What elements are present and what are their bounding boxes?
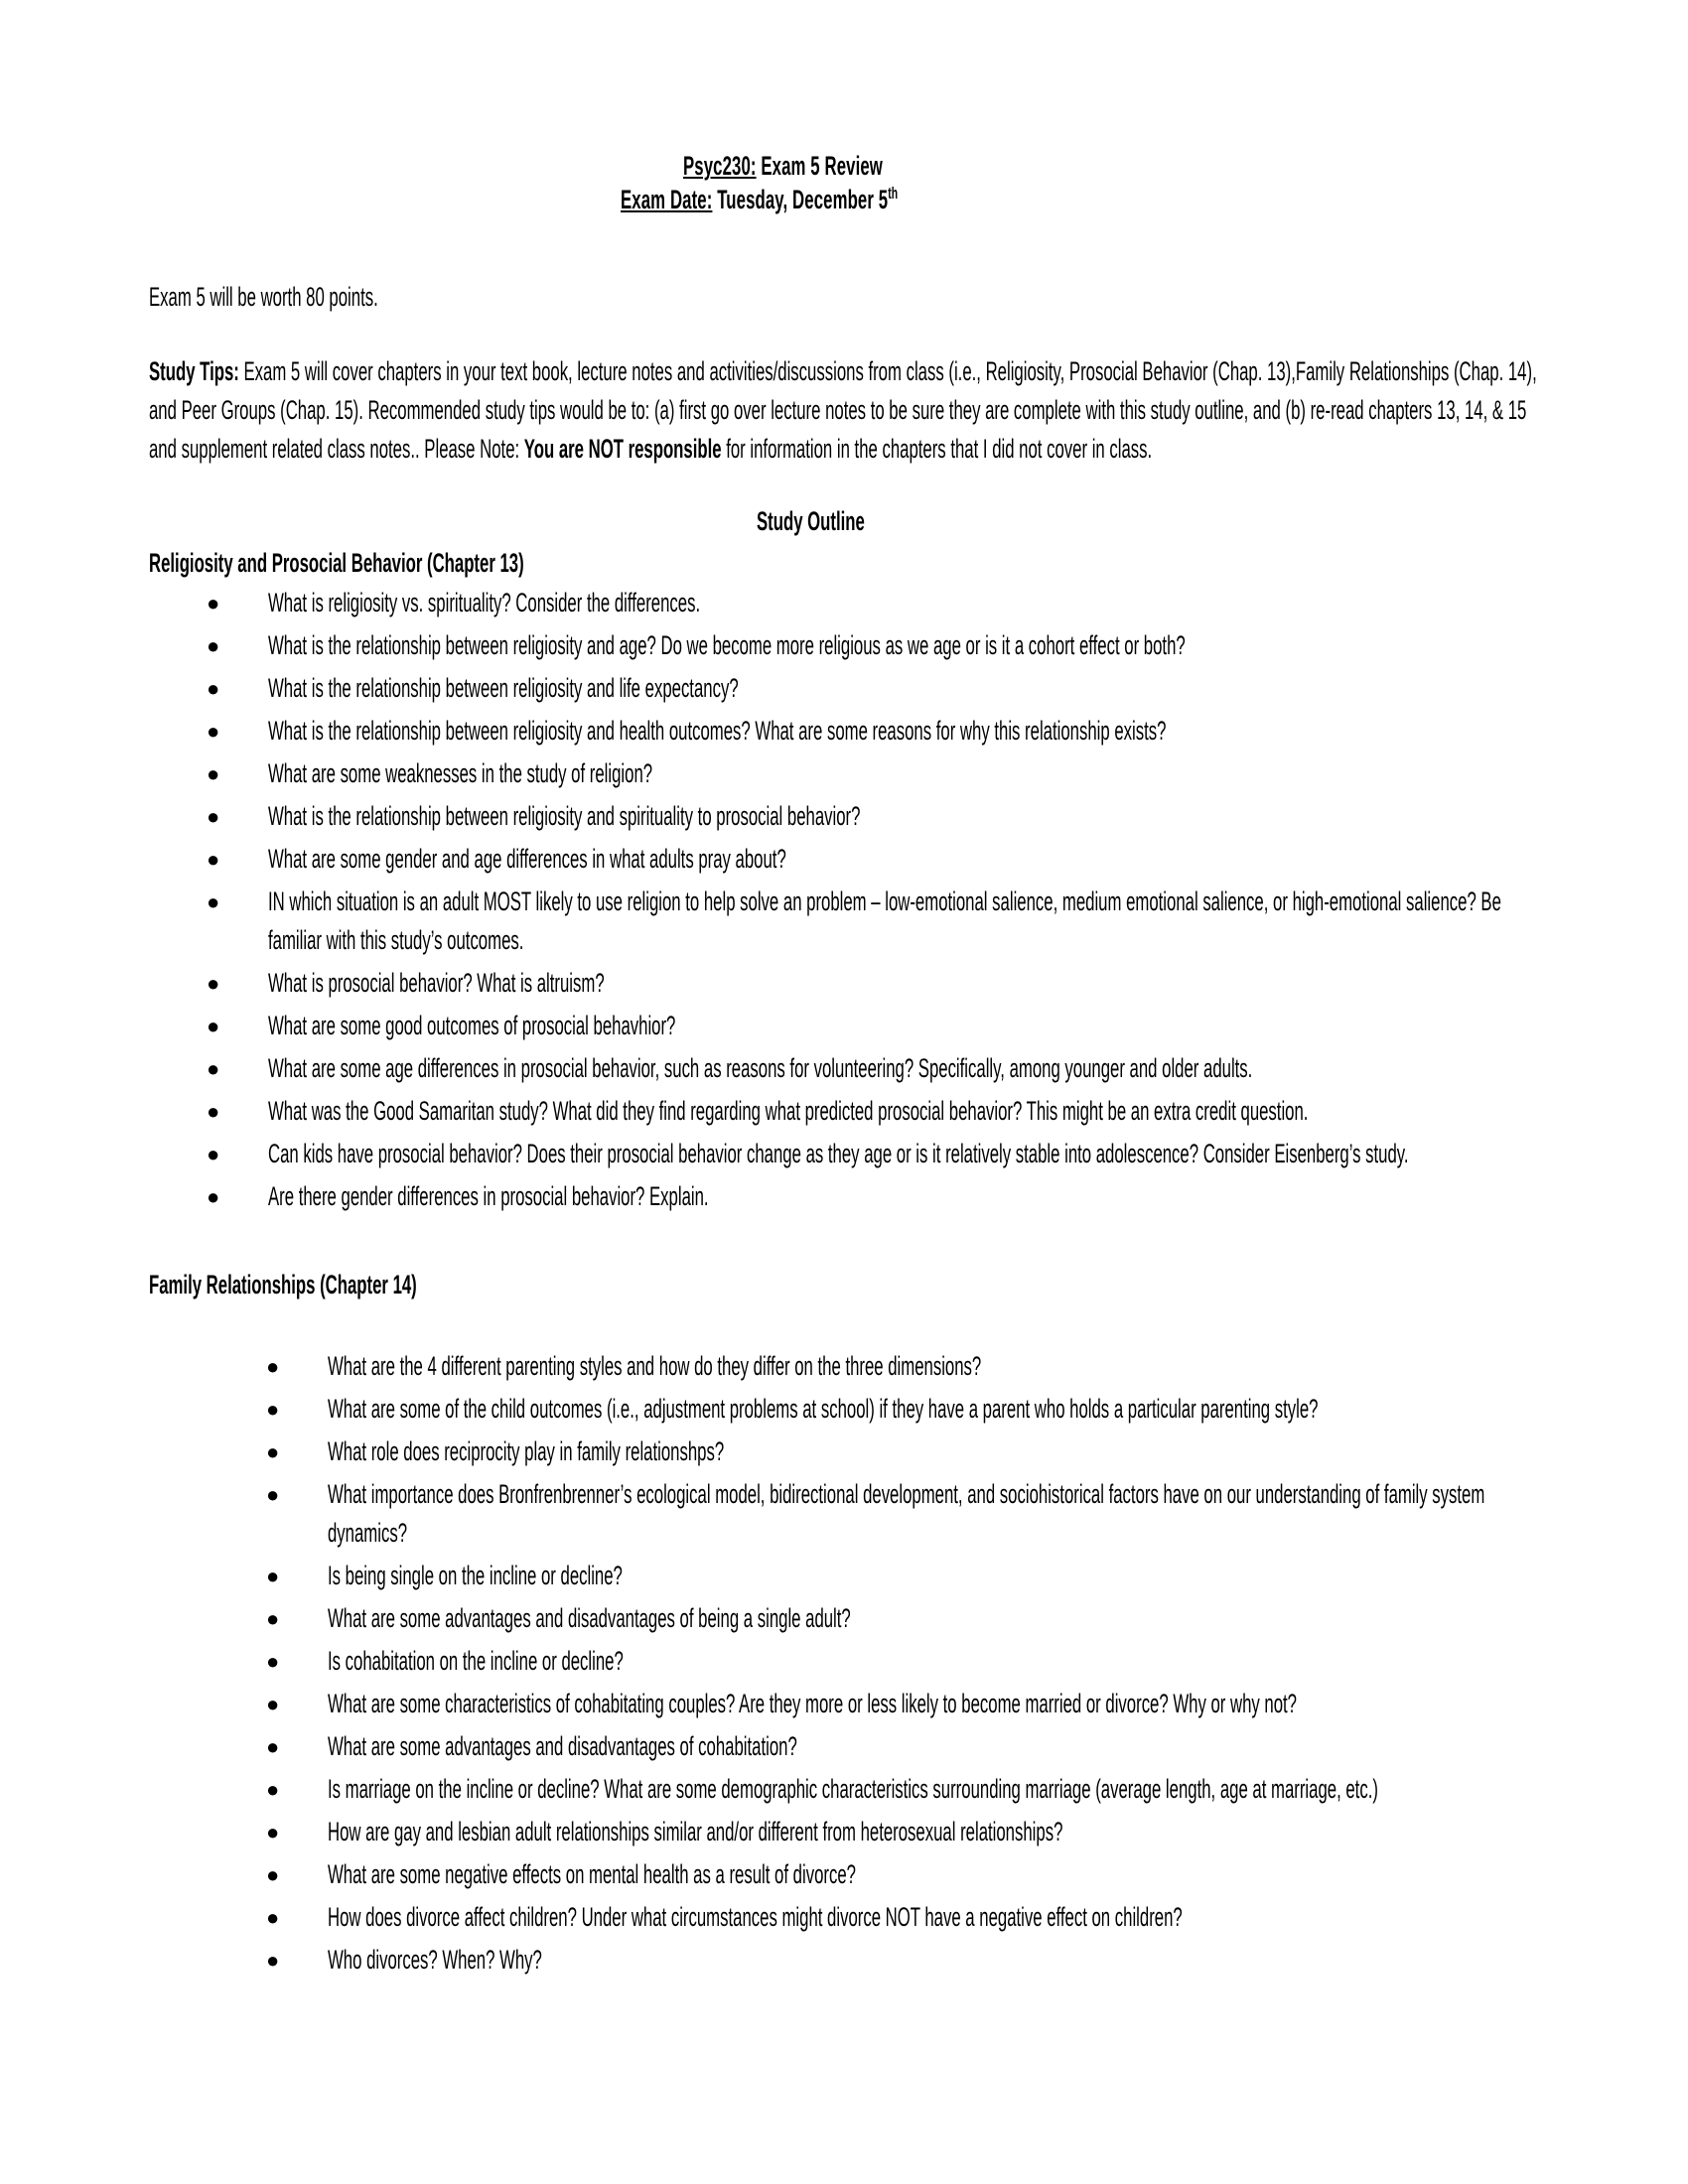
bullet-icon: ● bbox=[207, 719, 220, 744]
list-item bbox=[199, 712, 1539, 751]
study-outline-heading: Study Outline bbox=[757, 506, 866, 536]
bullet-icon: ● bbox=[266, 1948, 280, 1973]
list-item-text: What is prosocial behavior? What is altruism? bbox=[268, 968, 605, 998]
list-item-text: What is the relationship between religiosity and health outcomes? What are some reasons for why this relationship exists? bbox=[268, 716, 1167, 746]
list-item-text: How are gay and lesbian adult relationships similar and/or different from heterosexual relationships? bbox=[328, 1817, 1063, 1846]
list-item bbox=[199, 1177, 1539, 1216]
list-item-text: Who divorces? When? Why? bbox=[328, 1945, 542, 1975]
bullet-icon: ● bbox=[266, 1777, 280, 1802]
bullet-icon: ● bbox=[207, 1099, 220, 1124]
title-exam-date-rest: Tuesday, December 5 bbox=[712, 185, 888, 214]
title-exam-date-label: Exam Date: bbox=[620, 185, 713, 214]
list-item-text: How does divorce affect children? Under what circumstances might divorce NOT have a negative effect on children? bbox=[328, 1902, 1183, 1932]
bullet-icon: ● bbox=[207, 804, 220, 829]
bullet-icon: ● bbox=[207, 847, 220, 872]
list-item-text: What is the relationship between religiosity and life expectancy? bbox=[268, 673, 739, 703]
list-item-text: Are there gender differences in prosocial behavior? Explain. bbox=[268, 1181, 709, 1211]
list-item bbox=[258, 1347, 1539, 1386]
list-item-text: Is cohabitation on the incline or decline? bbox=[328, 1646, 624, 1676]
list-item bbox=[258, 1390, 1539, 1429]
list-item-text: What are some advantages and disadvantages of cohabitation? bbox=[328, 1731, 797, 1761]
bullet-icon: ● bbox=[207, 633, 220, 658]
bullet-icon: ● bbox=[266, 1734, 280, 1759]
bullet-icon: ● bbox=[266, 1482, 280, 1507]
list-item-text: What was the Good Samaritan study? What did they find regarding what predicted prosocial behavior? This might be an extra credit question. bbox=[268, 1096, 1309, 1126]
bullet-icon: ● bbox=[266, 1354, 280, 1379]
list-item bbox=[199, 1007, 1539, 1045]
bullet-icon: ● bbox=[207, 889, 220, 914]
title-line-course bbox=[149, 149, 1539, 183]
document-title-block bbox=[149, 149, 1539, 216]
title-course-rest: Exam 5 Review bbox=[756, 151, 883, 181]
bullet-icon: ● bbox=[266, 1862, 280, 1887]
list-item bbox=[258, 1433, 1539, 1471]
list-item-text: What importance does Bronfrenbrenner’s ecological model, bidirectional development, and sociohistorical factors have on our understanding of family system dynamics? bbox=[328, 1479, 1485, 1548]
list-item bbox=[258, 1813, 1539, 1851]
study-tips-label: Study Tips: bbox=[149, 356, 239, 386]
list-item bbox=[258, 1642, 1539, 1681]
list-item-text: What are some age differences in prosocial behavior, such as reasons for volunteering? Specifically, among younger and older adults. bbox=[268, 1053, 1253, 1083]
list-item bbox=[258, 1557, 1539, 1595]
list-item-text: What are some good outcomes of prosocial behavhior? bbox=[268, 1011, 676, 1040]
list-item-text: What are some weaknesses in the study of religion? bbox=[268, 758, 653, 788]
section-list-family bbox=[149, 1347, 1539, 1979]
bullet-icon: ● bbox=[266, 1397, 280, 1422]
list-item bbox=[258, 1770, 1539, 1809]
title-line-exam-date bbox=[149, 183, 1539, 216]
list-item-text: What is the relationship between religiosity and spirituality to prosocial behavior? bbox=[268, 801, 861, 831]
section-heading-religiosity: Religiosity and Prosocial Behavior (Chapter 13) bbox=[149, 548, 524, 578]
bullet-icon: ● bbox=[207, 761, 220, 786]
list-item bbox=[258, 1941, 1539, 1979]
list-item-text: What are some of the child outcomes (i.e., adjustment problems at school) if they have a parent who holds a particular parenting style? bbox=[328, 1394, 1319, 1424]
list-item-text: What are some negative effects on mental health as a result of divorce? bbox=[328, 1859, 856, 1889]
list-item bbox=[199, 883, 1539, 960]
list-item bbox=[258, 1599, 1539, 1638]
bullet-icon: ● bbox=[207, 1184, 220, 1209]
title-course-label: Psyc230: bbox=[682, 151, 757, 181]
exam-points-text: Exam 5 will be worth 80 points. bbox=[149, 282, 378, 312]
list-item bbox=[258, 1727, 1539, 1766]
list-item bbox=[199, 840, 1539, 879]
bullet-icon: ● bbox=[207, 1014, 220, 1038]
list-item-text: What are the 4 different parenting styles and how do they differ on the three dimensions? bbox=[328, 1351, 982, 1381]
list-item bbox=[199, 1049, 1539, 1088]
list-item-text: What are some advantages and disadvantages of being a single adult? bbox=[328, 1603, 851, 1633]
list-item bbox=[199, 964, 1539, 1003]
bullet-icon: ● bbox=[207, 1056, 220, 1081]
bullet-icon: ● bbox=[207, 591, 220, 615]
list-item bbox=[199, 1135, 1539, 1173]
list-item bbox=[199, 669, 1539, 708]
title-exam-date-ordinal: th bbox=[887, 184, 899, 203]
section-list-religiosity bbox=[149, 584, 1539, 1216]
bullet-icon: ● bbox=[266, 1439, 280, 1464]
study-tips-bold-phrase: You are NOT responsible bbox=[523, 434, 722, 464]
list-item bbox=[258, 1898, 1539, 1937]
list-item-text: Is marriage on the incline or decline? What are some demographic characteristics surrounding marriage (average length, age at marriage, etc.) bbox=[328, 1774, 1378, 1804]
bullet-icon: ● bbox=[266, 1564, 280, 1588]
list-item bbox=[258, 1685, 1539, 1723]
bullet-icon: ● bbox=[266, 1649, 280, 1674]
bullet-icon: ● bbox=[207, 971, 220, 996]
bullet-icon: ● bbox=[266, 1692, 280, 1716]
list-item bbox=[199, 584, 1539, 622]
exam-points-paragraph bbox=[149, 278, 1539, 317]
bullet-icon: ● bbox=[207, 1142, 220, 1166]
study-tips-body-1: Exam 5 will cover chapters in your text book, lecture notes and activities/discussions from class (i.e., Religiosity, Prosocial Behavior (Chap. 13),Family Relationships (Chap. 14), and Peer Groups (Chap. 15). Recommended study tips would be to: (a) first go over lecture notes to be sure they are complete with this study outline, and (b) re-read chapters 13, 14, & 15 and supplement related class notes.. Please Note: bbox=[149, 356, 1537, 464]
bullet-icon: ● bbox=[266, 1905, 280, 1930]
list-item-text: What are some gender and age differences in what adults pray about? bbox=[268, 844, 786, 874]
list-item bbox=[199, 754, 1539, 793]
list-item-text: What are some characteristics of cohabitating couples? Are they more or less likely to become married or divorce? Why or why not? bbox=[328, 1689, 1297, 1718]
list-item-text: What role does reciprocity play in family relationshps? bbox=[328, 1436, 725, 1466]
list-item bbox=[258, 1855, 1539, 1894]
list-item-text: What is religiosity vs. spirituality? Consider the differences. bbox=[268, 588, 701, 617]
section-heading-family: Family Relationships (Chapter 14) bbox=[149, 1270, 417, 1299]
bullet-icon: ● bbox=[266, 1820, 280, 1844]
list-item-text: IN which situation is an adult MOST likely to use religion to help solve an problem – low-emotional salience, medium emotional salience, or high-emotional salience? Be familiar with this study’s outcomes. bbox=[268, 887, 1501, 955]
bullet-icon: ● bbox=[207, 676, 220, 701]
list-item bbox=[199, 626, 1539, 665]
list-item bbox=[199, 797, 1539, 836]
list-item-text: Is being single on the incline or decline? bbox=[328, 1561, 623, 1590]
study-tips-body-2: for information in the chapters that I did not cover in class. bbox=[721, 434, 1153, 464]
list-item bbox=[258, 1475, 1539, 1553]
list-item bbox=[199, 1092, 1539, 1131]
study-tips-paragraph bbox=[149, 352, 1539, 469]
list-item-text: What is the relationship between religiosity and age? Do we become more religious as we age or is it a cohort effect or both? bbox=[268, 630, 1186, 660]
list-item-text: Can kids have prosocial behavior? Does their prosocial behavior change as they age or is it relatively stable into adolescence? Consider Eisenberg’s study. bbox=[268, 1139, 1409, 1168]
bullet-icon: ● bbox=[266, 1606, 280, 1631]
